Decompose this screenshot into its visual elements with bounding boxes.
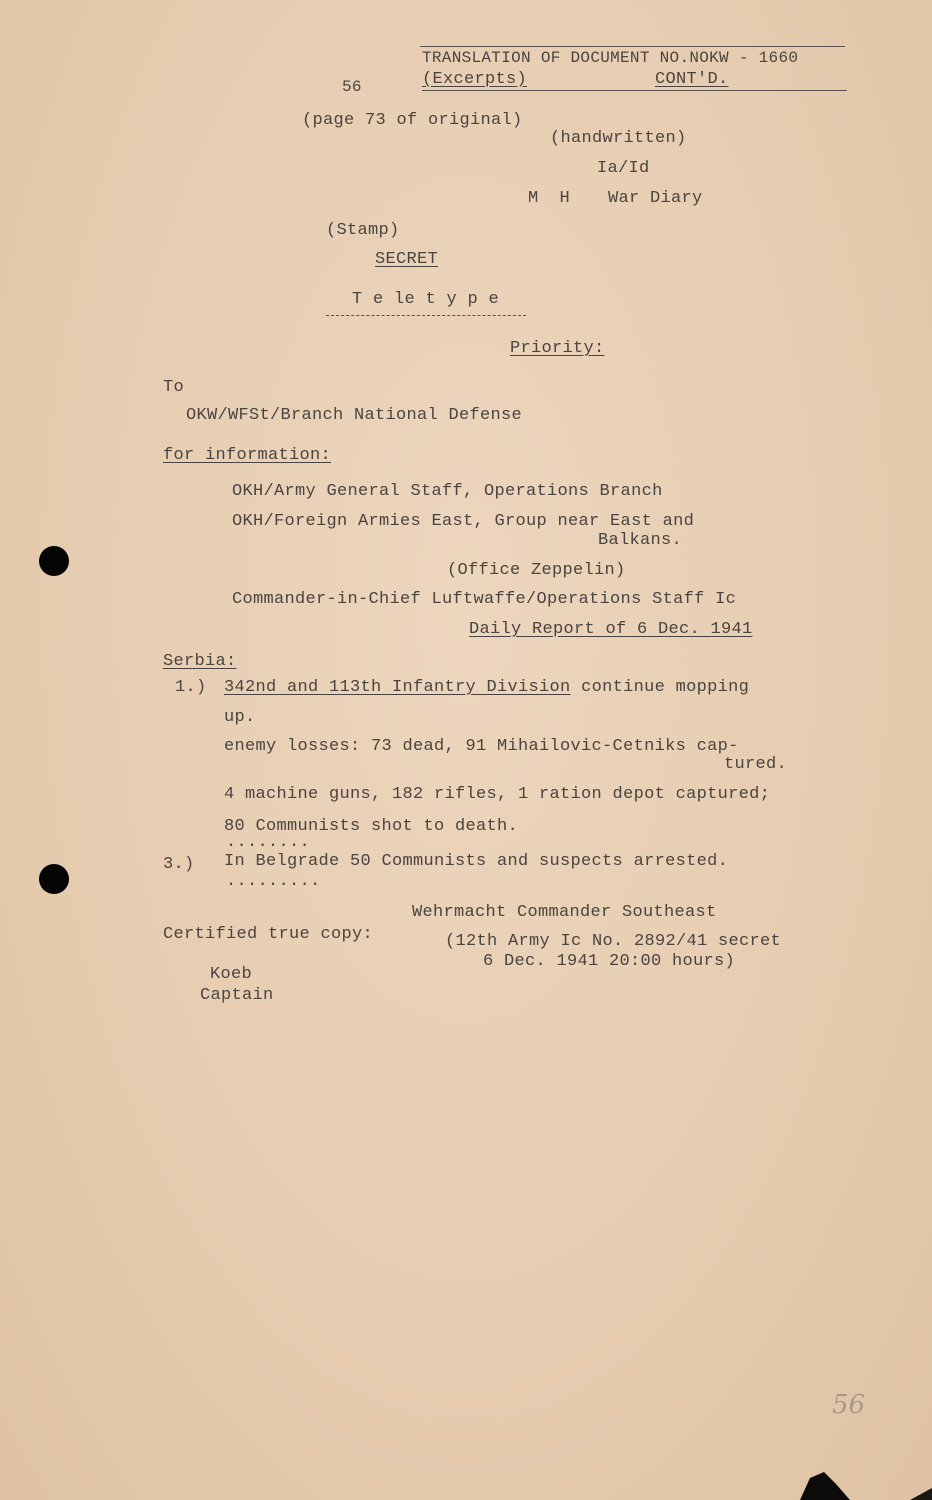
report-title: Daily Report of 6 Dec. 1941 [469, 620, 753, 639]
secret-label: SECRET [375, 250, 439, 269]
certified-copy: Certified true copy: [163, 925, 374, 944]
teletype-label: T e le t y p e [352, 290, 500, 309]
enemy-losses-cont: tured. [724, 755, 788, 774]
handwritten-page-number: 56 [832, 1390, 866, 1420]
cc-recipient-2: OKH/Foreign Armies East, Group near East and [232, 512, 695, 531]
item-1-text [224, 678, 749, 698]
cc-recipient-4: Commander-in-Chief Luftwaffe/Operations Staff Ic [232, 590, 737, 609]
item-1-cont: up. [224, 708, 256, 727]
item-3-number: 3.) [163, 855, 195, 874]
signer-name: Koeb [210, 965, 253, 984]
shot-count: 80 Communists shot to death. [224, 817, 519, 836]
contd-label: CONT'D. [655, 70, 729, 89]
teletype-rule [326, 315, 526, 316]
enemy-losses: enemy losses: 73 dead, 91 Mihailovic-Cetniks cap- [224, 737, 739, 756]
region-label: Serbia: [163, 652, 237, 671]
excerpts-label: (Excerpts) [422, 70, 528, 89]
captured-items: 4 machine guns, 182 rifles, 1 ration depot captured; [224, 785, 771, 804]
to-label: To [163, 378, 185, 397]
torn-corner [790, 1450, 932, 1500]
page-of-original: (page 73 of original) [302, 111, 523, 130]
item-3-text: In Belgrade 50 Communists and suspects arrested. [224, 852, 729, 871]
ellipsis-1: ........ [226, 833, 311, 852]
for-information-label: for information: [163, 446, 332, 465]
sender: Wehrmacht Commander Southeast [412, 903, 717, 922]
header-top-rule [420, 46, 845, 47]
item-1-number: 1.) [175, 678, 207, 697]
punch-hole-bottom [39, 864, 69, 894]
reference-line-1: (12th Army Ic No. 2892/41 secret [445, 932, 782, 951]
war-diary: War Diary [608, 189, 703, 208]
handwritten-note: (handwritten) [550, 129, 687, 148]
item-1-action: continue mopping [570, 678, 750, 697]
reference-line-2: 6 Dec. 1941 20:00 hours) [483, 952, 736, 971]
signer-rank: Captain [200, 986, 274, 1005]
header-bottom-rule [422, 90, 847, 91]
priority-label: Priority: [510, 339, 605, 358]
to-recipient: OKW/WFSt/Branch National Defense [186, 406, 523, 425]
ia-id: Ia/Id [597, 159, 650, 178]
page-number: 56 [342, 78, 362, 96]
cc-recipient-1: OKH/Army General Staff, Operations Branch [232, 482, 663, 501]
cc-recipient-3: (Office Zeppelin) [447, 561, 626, 580]
mh-label: M H [528, 189, 571, 208]
cc-recipient-2-cont: Balkans. [598, 531, 683, 550]
stamp-label: (Stamp) [326, 221, 400, 240]
document-title: TRANSLATION OF DOCUMENT NO.NOKW - 1660 [422, 49, 799, 67]
punch-hole-top [39, 546, 69, 576]
item-1-units: 342nd and 113th Infantry Division [224, 678, 571, 697]
ellipsis-2: ......... [226, 872, 321, 891]
